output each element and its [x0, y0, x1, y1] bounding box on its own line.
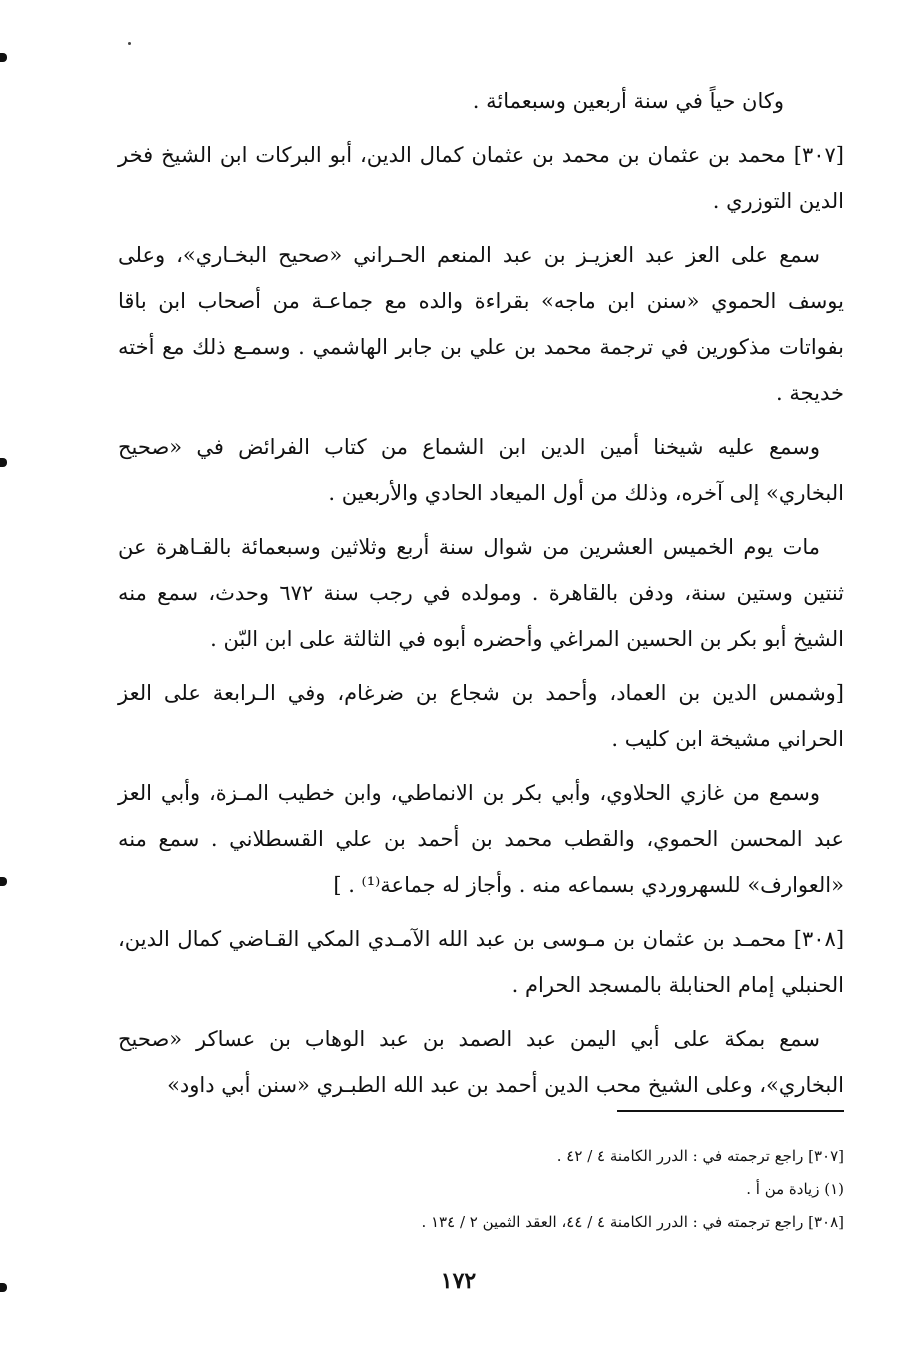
- paragraph: [وشمس الدين بن العماد، وأحمد بن شجاع بن ضرغام، وفي الـرابعة على العز الحراني مشيخة ابن كليب .: [118, 681, 844, 751]
- main-text: [118, 78, 844, 1116]
- paragraph: وسمع من غازي الحلاوي، وأبي بكر بن الانماطي، وابن خطيب المـزة، وأبي العز عبد المحسن الحموي، والقطب محمد بن أحمد بن علي القسطلاني . سمع منه «العوارف» للسهروردي بسماعه منه . وأجاز له جماعة⁽¹⁾ . ]: [118, 781, 844, 897]
- margin-mark: [0, 53, 7, 62]
- page-number: ١٧٢: [440, 1268, 477, 1294]
- footnote: (١) زيادة من أ .: [746, 1180, 844, 1198]
- footnote: [٣٠٧] راجع ترجمته في : الدرر الكامنة ٤ / ٤٢ .: [556, 1147, 844, 1165]
- footnote: [٣٠٨] راجع ترجمته في : الدرر الكامنة ٤ / ٤٤، العقد الثمين ٢ / ١٣٤ .: [421, 1213, 844, 1231]
- margin-mark: [0, 877, 7, 886]
- footnotes: [118, 1140, 844, 1239]
- paragraph: سمع على العز عبد العزيـز بن عبد المنعم الحـراني «صحيح البخـاري»، وعلى يوسف الحموي «سنن ابن ماجه» بقراءة والده مع جماعـة من أصحاب ابن باقا بفواتات مذكورين في ترجمة محمد بن علي بن جابر الهاشمي . وسمـع ذلك مع أخته خديجة .: [118, 243, 844, 405]
- footnote-divider: [617, 1110, 844, 1112]
- scan-speck: [128, 42, 131, 45]
- paragraph: وكان حياً في سنة أربعين وسبعمائة .: [472, 89, 784, 113]
- paragraph: مات يوم الخميس العشرين من شوال سنة أربع وثلاثين وسبعمائة بالقـاهرة عن ثنتين وستين سنة، ودفن بالقاهرة . ومولده في رجب سنة ٦٧٢ وحدث، سمع منه الشيخ أبو بكر بن الحسين المراغي وأحضره أبوه في الثالثة على ابن البّن .: [118, 535, 844, 651]
- paragraph: وسمع عليه شيخنا أمين الدين ابن الشماع من كتاب الفرائض في «صحيح البخاري» إلى آخره، وذلك من أول الميعاد الحادي والأربعين .: [118, 435, 844, 505]
- entry-heading-paragraph: [٣٠٧] محمد بن عثمان بن محمد بن عثمان كمال الدين، أبو البركات ابن الشيخ فخر الدين التوزري .: [118, 143, 844, 213]
- margin-mark: [0, 458, 7, 467]
- paragraph: سمع بمكة على أبي اليمن عبد الصمد بن عبد الوهاب بن عساكر «صحيح البخاري»، وعلى الشيخ محب الدين أحمد بن عبد الله الطبـري «سنن أبي داود»: [118, 1027, 844, 1097]
- entry-heading-paragraph: [٣٠٨] محمـد بن عثمان بن مـوسى بن عبد الله الآمـدي المكي القـاضي كمال الدين، الحنبلي إمام الحنابلة بالمسجد الحرام .: [118, 927, 845, 997]
